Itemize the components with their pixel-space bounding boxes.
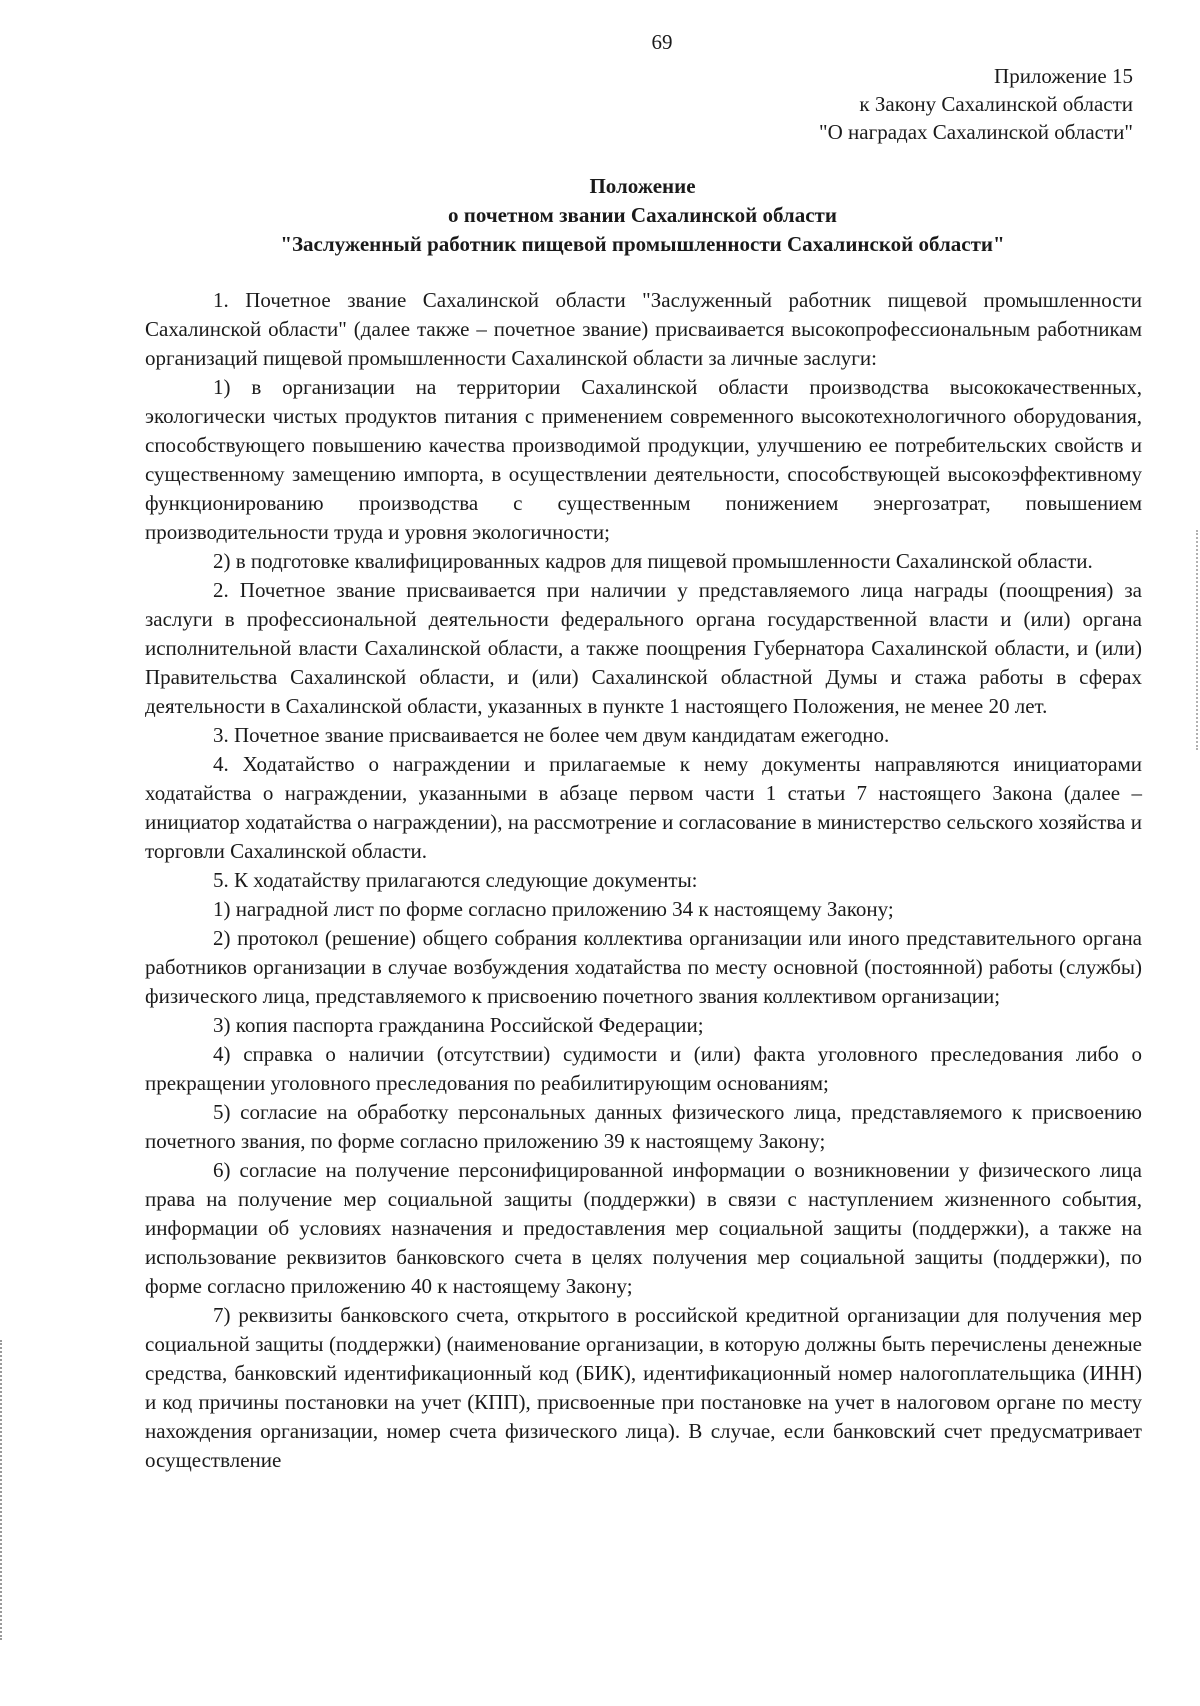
paragraph: 2) в подготовке квалифицированных кадров для пищевой промышленности Сахалинской области.	[213, 549, 1093, 573]
paragraph: 6) согласие на получение персонифицированной информации о возникновении у физического лица права на получение мер социальной защиты (поддержки) в связи с наступлением жизненного события, информации об условиях назначения и предоставления мер социальной защиты (поддержки), а также на использование реквизитов банковского счета в целях получения мер социальной защиты (поддержки), по форме согласно приложению 40 к настоящему Закону;	[145, 1158, 1142, 1298]
page-number: 69	[651, 30, 673, 54]
paragraph: 1) в организации на территории Сахалинской области производства высококачественных, экологически чистых продуктов питания с применением современного высокотехнологичного оборудования, способствующего повышению качества производимой продукции, улучшению ее потребительских свойств и существенному замещению импорта, в осуществлении деятельности, способствующей высокоэффективному функционированию производства с существенным понижением энергозатрат, повышением производительности труда и уровня экологичности;	[145, 375, 1142, 544]
appendix-line-1: Приложение 15	[994, 64, 1133, 88]
paragraph: 4. Ходатайство о награждении и прилагаемые к нему документы направляются инициаторами ходатайства о награждении, указанными в абзаце первом части 1 статьи 7 настоящего Закона (далее – инициатор ходатайства о награждении), на рассмотрение и согласование в министерство сельского хозяйства и торговли Сахалинской области.	[145, 752, 1142, 863]
paragraph: 5) согласие на обработку персональных данных физического лица, представляемого к присвоению почетного звания, по форме согласно приложению 39 к настоящему Закону;	[145, 1100, 1142, 1153]
paragraph: 2. Почетное звание присваивается при наличии у представляемого лица награды (поощрения) за заслуги в профессиональной деятельности федерального органа государственной власти и (или) органа исполнительной власти Сахалинской области, а также поощрения Губернатора Сахалинской области, и (или) Правительства Сахалинской области, и (или) Сахалинской областной Думы и стажа работы в сферах деятельности в Сахалинской области, указанных в пункте 1 настоящего Положения, не менее 20 лет.	[145, 578, 1142, 718]
paragraph: 3) копия паспорта гражданина Российской Федерации;	[213, 1013, 704, 1037]
scan-edge-mark	[0, 1340, 6, 1640]
title-line-3: "Заслуженный работник пищевой промышленности Сахалинской области"	[280, 232, 1005, 256]
scan-edge-mark	[1193, 530, 1198, 750]
paragraph: 1. Почетное звание Сахалинской области "Заслуженный работник пищевой промышленности Сахалинской области" (далее также – почетное звание) присваивается высокопрофессиональным работникам организаций пищевой промышленности Сахалинской области за личные заслуги:	[145, 288, 1142, 370]
paragraph: 4) справка о наличии (отсутствии) судимости и (или) факта уголовного преследования либо о прекращении уголовного преследования по реабилитирующим основаниям;	[145, 1042, 1142, 1095]
paragraph: 2) протокол (решение) общего собрания коллектива организации или иного представительного органа работников организации в случае возбуждения ходатайства по месту основной (постоянной) работы (службы) физического лица, представляемого к присвоению почетного звания коллективом организации;	[145, 926, 1142, 1008]
paragraph: 1) наградной лист по форме согласно приложению 34 к настоящему Закону;	[213, 897, 894, 921]
paragraph: 7) реквизиты банковского счета, открытого в российской кредитной организации для получения мер социальной защиты (поддержки) (наименование организации, в которую должны быть перечислены денежные средства, банковский идентификационный код (БИК), идентификационный номер налогоплательщика (ИНН) и код причины постановки на учет (КПП), присвоенные при постановке на учет в налоговом органе по месту нахождения организации, номер счета физического лица). В случае, если банковский счет предусматривает осуществление	[145, 1303, 1142, 1472]
document-body	[145, 286, 1142, 1475]
paragraph: 3. Почетное звание присваивается не более чем двум кандидатам ежегодно.	[213, 723, 890, 747]
appendix-reference	[819, 62, 1133, 146]
appendix-line-2: к Закону Сахалинской области	[859, 92, 1133, 116]
document-title	[145, 172, 1140, 259]
appendix-line-3: "О наградах Сахалинской области"	[819, 120, 1133, 144]
title-line-1: Положение	[589, 174, 696, 198]
title-line-2: о почетном звании Сахалинской области	[448, 203, 837, 227]
paragraph: 5. К ходатайству прилагаются следующие документы:	[213, 868, 698, 892]
